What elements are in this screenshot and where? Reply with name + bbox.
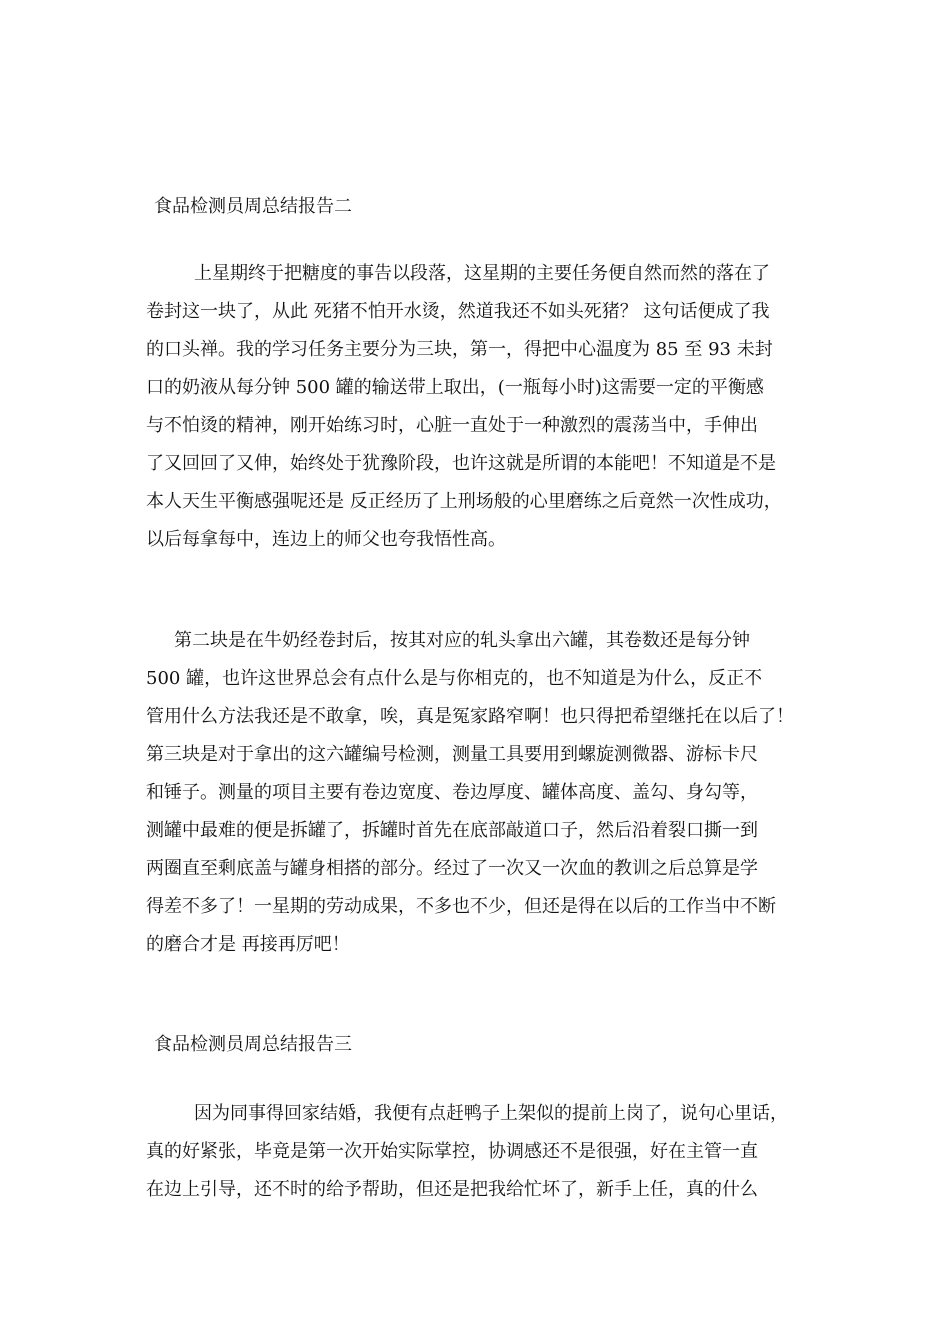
paragraph-line: 第三块是对于拿出的这六罐编号检测，测量工具要用到螺旋测微器、游标卡尺 [146, 744, 758, 765]
paragraph-line: 得差不多了！一星期的劳动成果，不多也不少，但还是得在以后的工作当中不断 [146, 896, 776, 917]
paragraph-line: 因为同事得回家结婚，我便有点赶鸭子上架似的提前上岗了，说句心里话， [194, 1103, 788, 1124]
paragraph-line: 和锤子。测量的项目主要有卷边宽度、卷边厚度、罐体高度、盖勾、身勾等， [146, 782, 758, 803]
paragraph-line: 本人天生平衡感强呢还是 反正经历了上刑场般的心里磨练之后竟然一次性成功， [146, 491, 782, 512]
paragraph-line: 的磨合才是 再接再厉吧！ [146, 934, 350, 955]
section-title: 食品检测员周总结报告二 [154, 196, 352, 217]
paragraph-line: 测罐中最难的便是拆罐了，拆罐时首先在底部敲道口子，然后沿着裂口撕一到 [146, 820, 758, 841]
paragraph-line: 在边上引导，还不时的给予帮助，但还是把我给忙坏了，新手上任，真的什么 [146, 1179, 758, 1200]
paragraph-line: 了又回回了又伸，始终处于犹豫阶段，也许这就是所谓的本能吧！不知道是不是 [146, 453, 776, 474]
paragraph-line: 的口头禅。我的学习任务主要分为三块，第一，得把中心温度为 85 至 93 未封 [146, 339, 773, 360]
paragraph-line: 以后每拿每中，连边上的师父也夸我悟性高。 [146, 529, 506, 550]
paragraph-line: 口的奶液从每分钟 500 罐的输送带上取出，(一瓶每小时)这需要一定的平衡感 [146, 377, 764, 398]
paragraph-line: 500 罐，也许这世界总会有点什么是与你相克的，也不知道是为什么，反正不 [146, 668, 763, 689]
paragraph-line: 管用什么方法我还是不敢拿，唉，真是冤家路窄啊！也只得把希望继托在以后了！ [146, 706, 794, 727]
paragraph-line: 第二块是在牛奶经卷封后，按其对应的轧头拿出六罐，其卷数还是每分钟 [174, 630, 750, 651]
section-title: 食品检测员周总结报告三 [154, 1034, 352, 1055]
paragraph-line: 真的好紧张，毕竟是第一次开始实际掌控，协调感还不是很强，好在主管一直 [146, 1141, 758, 1162]
paragraph-line: 两圈直至剩底盖与罐身相搭的部分。经过了一次又一次血的教训之后总算是学 [146, 858, 758, 879]
paragraph-line: 卷封这一块了，从此 死猪不怕开水烫，然道我还不如头死猪？ 这句话便成了我 [146, 301, 770, 322]
paragraph-line: 与不怕烫的精神，刚开始练习时，心脏一直处于一种激烈的震荡当中，手伸出 [146, 415, 758, 436]
paragraph-line: 上星期终于把糖度的事告以段落，这星期的主要任务便自然而然的落在了 [194, 263, 770, 284]
